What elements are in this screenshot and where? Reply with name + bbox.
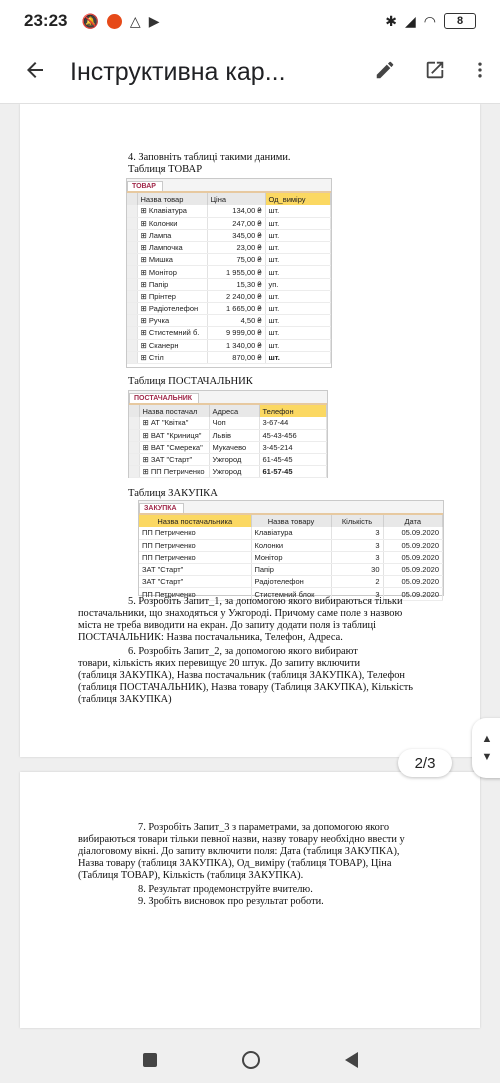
table-cell: ⊞ Монітор: [137, 266, 207, 278]
expand-icon[interactable]: ⊞: [140, 352, 149, 362]
tab-tovar: ТОВАР: [127, 181, 163, 191]
paragraph-7: 7. Розробіть Запит_3 з параметрами, за допомогою якого вибираються товари тільки певної назви, назву товару необхідно ввести у діалоговому вікні. До запиту включити поля: Дата (таблиця ЗАКУПКА), Назва товару (таблиця ЗАКУПКА), Од_виміру (таблиця ТОВАР), Ціна (Таблиця ТОВАР), Кількість (таблиця ЗАКУПКА).: [78, 822, 405, 881]
col-header: Назва товар: [137, 193, 207, 205]
col-header: Назва товару: [251, 515, 331, 527]
table-cell: Стистемний блок: [251, 588, 331, 600]
table-cell: 3-67-44: [259, 417, 327, 429]
table-cell: 134,00 ₴: [207, 205, 265, 217]
table-cell: ПП Петриченко: [139, 527, 251, 539]
chevron-down-icon[interactable]: ▼: [481, 751, 493, 763]
table-cell: 1 340,00 ₴: [207, 339, 265, 351]
document-viewer[interactable]: [0, 104, 500, 1036]
table-cell: ⊞ Папір: [137, 278, 207, 290]
home-circle-icon[interactable]: [242, 1051, 260, 1069]
table-cell: 9 999,00 ₴: [207, 327, 265, 339]
table-cell: шт.: [265, 254, 331, 266]
table-cell: 1 665,00 ₴: [207, 303, 265, 315]
chevron-up-icon[interactable]: ▲: [481, 733, 493, 745]
table-cell: ПП Петриченко: [139, 551, 251, 563]
item-4-text: 4. Заповніть таблиці такими даними.: [128, 152, 291, 163]
table-cell: ⊞ Мишка: [137, 254, 207, 266]
expand-icon[interactable]: ⊞: [140, 243, 149, 253]
paragraph-6: 6. Розробіть Запит_2, за допомогою якого вибирают товари, кількість яких перевищує 20 штук. До запиту включити (таблиця ЗАКУПКА), Назва постачальник (таблиця ЗАКУПКА), Телефон (таблиця ПОСТАЧАЛЬНИК), Назва товару (Таблиця ЗАКУПКА), Кількість (таблиця ЗАКУПКА): [78, 646, 413, 705]
table-tovar: [126, 178, 332, 368]
table-row: [129, 454, 327, 466]
table-cell: Мукачево: [209, 441, 259, 453]
col-header: Назва постачальника: [139, 515, 251, 527]
more-options-icon[interactable]: [460, 59, 500, 87]
table-cell: Ужгород: [209, 454, 259, 466]
row-selector[interactable]: [127, 290, 137, 302]
table-row: [129, 441, 327, 453]
table-cell: ⊞ ВАТ "Криниця": [139, 429, 209, 441]
table-row: [127, 254, 331, 266]
table-row: [139, 576, 443, 588]
table-cell: ПП Петриченко: [139, 539, 251, 551]
expand-icon[interactable]: ⊞: [140, 206, 149, 216]
table-cell: шт.: [265, 351, 331, 363]
table-row: [139, 551, 443, 563]
expand-icon[interactable]: ⊞: [140, 340, 149, 350]
table-cell: ⊞ Сканерн: [137, 339, 207, 351]
table-cell: 15,30 ₴: [207, 278, 265, 290]
table-cell: ⊞ ЗАТ "Старт": [139, 454, 209, 466]
paragraph-9: 9. Зробіть висновок про результат роботи.: [138, 896, 324, 907]
table-row: [127, 229, 331, 241]
table-cell: ⊞ Прінтер: [137, 290, 207, 302]
table-cell: шт.: [265, 290, 331, 302]
document-title: Інструктивна кар...: [70, 58, 286, 86]
table-row: [129, 429, 327, 441]
table-cell: ⊞ Стистемний б.: [137, 327, 207, 339]
col-header: Од_виміру: [265, 193, 331, 205]
paragraph-5: 5. Розробіть Запит_1, за допомогою якого вибираються тільки постачальники, що знаходяться у Ужгороді. Причому саме поле з назвою міста не треба виводити на екран. До запиту додати поля із таблиці ПОСТАЧАЛЬНИК: Назва постачальника, Телефон, Адреса.: [78, 596, 403, 643]
table-cell: ЗАТ "Старт": [139, 564, 251, 576]
table-row: [127, 351, 331, 363]
back-arrow-icon[interactable]: [0, 57, 70, 89]
document-page-3: [20, 772, 480, 1028]
table-cell: ⊞ Стіл: [137, 351, 207, 363]
table-cell: шт.: [265, 315, 331, 327]
table-cell: ⊞ ВАТ "Смерека": [139, 441, 209, 453]
table-cell: Львів: [209, 429, 259, 441]
caption-tovar: Таблиця ТОВАР: [128, 164, 203, 175]
table-cell: Монітор: [251, 551, 331, 563]
table-cell: 4,50 ₴: [207, 315, 265, 327]
page-indicator: 2/3: [398, 749, 452, 777]
open-external-icon[interactable]: [410, 59, 460, 87]
row-selector[interactable]: [129, 466, 139, 478]
col-header: Кількість: [331, 515, 383, 527]
row-selector[interactable]: [127, 205, 137, 217]
row-selector[interactable]: [127, 242, 137, 254]
table-cell: 1 955,00 ₴: [207, 266, 265, 278]
page-navigation[interactable]: [472, 718, 500, 778]
row-selector[interactable]: [127, 217, 137, 229]
table-cell: шт.: [265, 217, 331, 229]
table-row: [129, 417, 327, 429]
back-triangle-icon[interactable]: [345, 1052, 358, 1068]
table-cell: Клавіатура: [251, 527, 331, 539]
row-selector[interactable]: [127, 351, 137, 363]
table-cell: шт.: [265, 266, 331, 278]
table-cell: ⊞ Колонки: [137, 217, 207, 229]
table-cell: Чоп: [209, 417, 259, 429]
youtube-icon: ▶: [148, 12, 160, 29]
table-row: [127, 327, 331, 339]
expand-icon[interactable]: ⊞: [142, 418, 151, 428]
clock: 23:23: [24, 11, 68, 30]
table-cell: 345,00 ₴: [207, 229, 265, 241]
col-header: Адреса: [209, 405, 259, 417]
table-cell: Радіотелефон: [251, 576, 331, 588]
app-notification-icon: [107, 14, 122, 29]
table-cell: 45-43-456: [259, 429, 327, 441]
row-selector[interactable]: [127, 266, 137, 278]
expand-icon[interactable]: ⊞: [140, 279, 149, 289]
drive-icon: △: [129, 12, 141, 29]
table-cell: 61-57-45: [259, 466, 327, 478]
table-cell: Папір: [251, 564, 331, 576]
caption-zak: Таблиця ЗАКУПКА: [128, 488, 218, 499]
table-row: [127, 205, 331, 217]
table-cell: 870,00 ₴: [207, 351, 265, 363]
row-selector[interactable]: [127, 327, 137, 339]
table-cell: шт.: [265, 303, 331, 315]
table-cell: шт.: [265, 327, 331, 339]
col-header: Ціна: [207, 193, 265, 205]
table-row: [127, 303, 331, 315]
table-zakupka: [138, 500, 444, 599]
tab-zakupka: ЗАКУПКА: [139, 503, 184, 513]
table-cell: ⊞ Клавіатура: [137, 205, 207, 217]
table-cell: уп.: [265, 278, 331, 290]
row-selector[interactable]: [127, 278, 137, 290]
table-row: [127, 290, 331, 302]
row-selector[interactable]: [127, 303, 137, 315]
bluetooth-icon: ✱: [385, 12, 397, 29]
table-cell: ПП Петриченко: [139, 588, 251, 600]
row-selector[interactable]: [127, 339, 137, 351]
table-cell: ⊞ АТ "Квітка": [139, 417, 209, 429]
table-cell: 3: [331, 539, 383, 551]
col-header: Дата: [383, 515, 443, 527]
table-row: [127, 315, 331, 327]
table-row: [139, 539, 443, 551]
table-cell: шт.: [265, 242, 331, 254]
table-cell: 05.09.2020: [383, 588, 443, 600]
app-bar: [0, 42, 500, 104]
expand-icon[interactable]: ⊞: [140, 316, 149, 326]
system-nav-bar: [0, 1036, 500, 1083]
paragraph-8: 8. Результат продемонструйте вчителю.: [138, 884, 313, 895]
wifi-icon: ◠: [423, 12, 436, 29]
expand-icon[interactable]: ⊞: [140, 267, 149, 277]
table-cell: 23,00 ₴: [207, 242, 265, 254]
table-cell: 30: [331, 564, 383, 576]
table-cell: 3: [331, 527, 383, 539]
row-selector[interactable]: [127, 315, 137, 327]
mute-icon: 🔕: [81, 12, 99, 29]
expand-icon[interactable]: ⊞: [140, 328, 149, 338]
table-cell: 2 240,00 ₴: [207, 290, 265, 302]
table-cell: 05.09.2020: [383, 539, 443, 551]
expand-icon[interactable]: ⊞: [142, 455, 151, 465]
expand-icon[interactable]: ⊞: [142, 467, 151, 477]
table-cell: 247,00 ₴: [207, 217, 265, 229]
edit-pencil-icon[interactable]: [360, 59, 410, 87]
table-cell: 05.09.2020: [383, 551, 443, 563]
row-selector[interactable]: [129, 454, 139, 466]
table-cell: 3: [331, 588, 383, 600]
table-row: [127, 217, 331, 229]
table-row: [127, 339, 331, 351]
recents-square-icon[interactable]: [143, 1053, 157, 1067]
document-page-2: [20, 104, 480, 757]
row-selector[interactable]: [129, 429, 139, 441]
table-cell: 3-45-214: [259, 441, 327, 453]
expand-icon[interactable]: ⊞: [142, 430, 151, 440]
table-cell: 75,00 ₴: [207, 254, 265, 266]
table-cell: шт.: [265, 205, 331, 217]
table-cell: 05.09.2020: [383, 527, 443, 539]
row-selector[interactable]: [127, 254, 137, 266]
table-row: [127, 266, 331, 278]
table-cell: 05.09.2020: [383, 564, 443, 576]
table-cell: ⊞ Ручка: [137, 315, 207, 327]
table-cell: ⊞ Радіотелефон: [137, 303, 207, 315]
row-selector[interactable]: [129, 441, 139, 453]
table-cell: шт.: [265, 339, 331, 351]
table-postachalnyk: [128, 390, 328, 478]
status-bar: [0, 0, 500, 42]
expand-icon[interactable]: ⊞: [140, 255, 149, 265]
row-selector[interactable]: [129, 417, 139, 429]
table-row: [127, 242, 331, 254]
expand-icon[interactable]: ⊞: [140, 230, 149, 240]
table-cell: 61-45-45: [259, 454, 327, 466]
caption-post: Таблиця ПОСТАЧАЛЬНИК: [128, 376, 253, 387]
table-row: [129, 466, 327, 478]
col-header: Телефон: [259, 405, 327, 417]
table-cell: ⊞ Лампочка: [137, 242, 207, 254]
signal-icon: ◢: [405, 12, 416, 29]
table-cell: 05.09.2020: [383, 576, 443, 588]
table-row: [139, 564, 443, 576]
col-header: Назва постачал: [139, 405, 209, 417]
table-row: [139, 527, 443, 539]
table-row: [127, 278, 331, 290]
table-cell: Колонки: [251, 539, 331, 551]
table-cell: Ужгород: [209, 466, 259, 478]
table-cell: ⊞ ПП Петриченко: [139, 466, 209, 478]
table-cell: ⊞ Лампа: [137, 229, 207, 241]
battery-level: 8: [456, 15, 464, 27]
row-selector[interactable]: [127, 229, 137, 241]
table-cell: шт.: [265, 229, 331, 241]
table-cell: 3: [331, 551, 383, 563]
expand-icon[interactable]: ⊞: [140, 291, 149, 301]
tab-postachalnyk: ПОСТАЧАЛЬНИК: [129, 393, 199, 403]
table-cell: 2: [331, 576, 383, 588]
expand-icon[interactable]: ⊞: [140, 218, 149, 228]
expand-icon[interactable]: ⊞: [140, 304, 149, 314]
table-cell: ЗАТ "Старт": [139, 576, 251, 588]
expand-icon[interactable]: ⊞: [142, 442, 151, 452]
battery-icon: [444, 13, 476, 29]
